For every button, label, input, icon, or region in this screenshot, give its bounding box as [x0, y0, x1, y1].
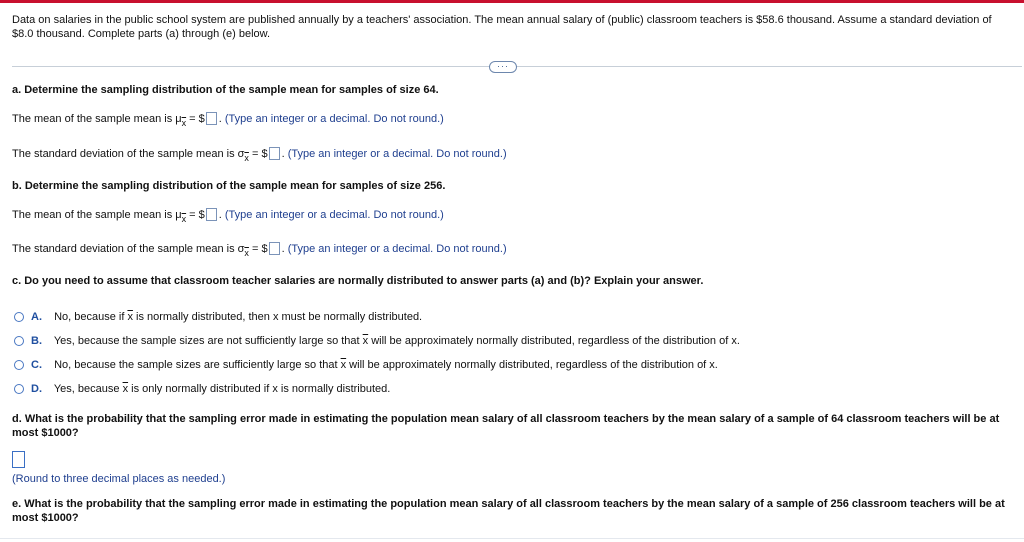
- option-text: is normally distributed, then x must be normally distributed.: [132, 311, 423, 323]
- part-e-question: e. What is the probability that the sampling error made in estimating the population mean salary of all classroom teachers by the mean salary of a sample of 256 classroom teachers will be at most $1000?: [12, 498, 1005, 524]
- option-letter: D.: [31, 383, 42, 395]
- part-a-sd-label: The standard deviation of the sample mean is σ: [12, 148, 245, 160]
- input-hint: (Type an integer or a decimal. Do not round.): [224, 113, 444, 125]
- option-a[interactable]: [14, 310, 422, 324]
- part-a-heading: a. Determine the sampling distribution of the sample mean for samples of size 64.: [12, 84, 439, 96]
- subscript-xbar: x: [181, 214, 187, 224]
- input-hint: (Type an integer or a decimal. Do not round.): [224, 209, 444, 221]
- radio-button[interactable]: [14, 336, 24, 346]
- part-b-sd-label: The standard deviation of the sample mean is σ: [12, 243, 245, 255]
- subscript-xbar: x: [244, 153, 249, 163]
- x-bar-symbol: $\overline{x}$: [127, 311, 133, 323]
- part-a-sd-input[interactable]: [269, 147, 280, 160]
- part-b-mean-input[interactable]: [206, 208, 217, 221]
- subscript-xbar: x: [181, 118, 187, 128]
- x-bar-symbol: $\overline{x}$: [362, 335, 369, 347]
- bottom-border: [0, 538, 1024, 539]
- radio-button[interactable]: [14, 312, 24, 322]
- radio-button[interactable]: [14, 360, 24, 370]
- part-d-answer-input[interactable]: [12, 451, 25, 468]
- part-a-mean-input[interactable]: [206, 112, 217, 125]
- radio-button[interactable]: [14, 384, 24, 394]
- equals-dollar: = $: [189, 209, 205, 221]
- input-hint: (Type an integer or a decimal. Do not round.): [287, 148, 507, 160]
- x-bar-symbol: $\overline{x}$: [340, 359, 347, 371]
- option-letter: A.: [31, 311, 42, 323]
- part-a-mean-label: The mean of the sample mean is μ: [12, 113, 182, 125]
- part-b-mean-row: The mean of the sample mean is $\mu_{\overline{x}}$ = $ . (Type an integer or a decimal. Do not round.): [12, 209, 444, 224]
- top-accent-bar: [0, 0, 1024, 3]
- x-bar-symbol: $\overline{x}$: [122, 383, 129, 395]
- expand-more-button[interactable]: ···: [489, 61, 517, 73]
- part-d-hint: (Round to three decimal places as needed.): [12, 473, 226, 485]
- option-text: Yes, because the sample sizes are not sufficiently large so that: [53, 335, 363, 347]
- option-text: No, because the sample sizes are sufficiently large so that: [54, 359, 341, 371]
- part-b-sd-row: The standard deviation of the sample mean is $\sigma_{\overline{x}}$ = $ . (Type an integer or a decimal. Do not round.): [12, 243, 507, 258]
- option-text: is only normally distributed if x is normally distributed.: [128, 383, 391, 395]
- option-d[interactable]: [14, 382, 390, 396]
- option-letter: B.: [31, 335, 42, 347]
- equals-dollar: = $: [189, 113, 205, 125]
- part-a-sd-row: The standard deviation of the sample mean is $\sigma_{\overline{x}}$ = $ . (Type an integer or a decimal. Do not round.): [12, 148, 507, 163]
- part-a-mean-row: The mean of the sample mean is $\mu_{\overline{x}}$ = $ . (Type an integer or a decimal. Do not round.): [12, 113, 444, 128]
- problem-statement: Data on salaries in the public school system are published annually by a teachers' association. The mean annual salary of (public) classroom teachers is $58.6 thousand. Assume a standard deviation of $8.0 thousand. Complete parts (a) through (e) below.: [12, 14, 992, 40]
- option-text: Yes, because: [53, 383, 123, 395]
- option-b[interactable]: [14, 334, 740, 348]
- part-b-mean-label: The mean of the sample mean is μ: [12, 209, 182, 221]
- input-hint: (Type an integer or a decimal. Do not round.): [287, 243, 507, 255]
- option-text: No, because if: [54, 311, 128, 323]
- option-text: will be approximately normally distributed, regardless of the distribution of x.: [368, 335, 740, 347]
- part-d-question: d. What is the probability that the sampling error made in estimating the population mean salary of all classroom teachers by the mean salary of a sample of 64 classroom teachers will be at most $1000?: [12, 413, 1000, 439]
- part-b-sd-input[interactable]: [269, 242, 280, 255]
- part-c-heading: c. Do you need to assume that classroom teacher salaries are normally distributed to answer parts (a) and (b)? Explain your answer.: [12, 275, 704, 287]
- part-b-heading: b. Determine the sampling distribution of the sample mean for samples of size 256.: [12, 180, 446, 192]
- option-text: will be approximately normally distributed, regardless of the distribution of x.: [346, 359, 718, 371]
- equals-dollar: = $: [251, 148, 268, 160]
- option-letter: C.: [31, 359, 42, 371]
- option-c[interactable]: [14, 358, 718, 372]
- section-divider: [12, 66, 1022, 67]
- subscript-xbar: x: [244, 248, 249, 258]
- equals-dollar: = $: [251, 243, 268, 255]
